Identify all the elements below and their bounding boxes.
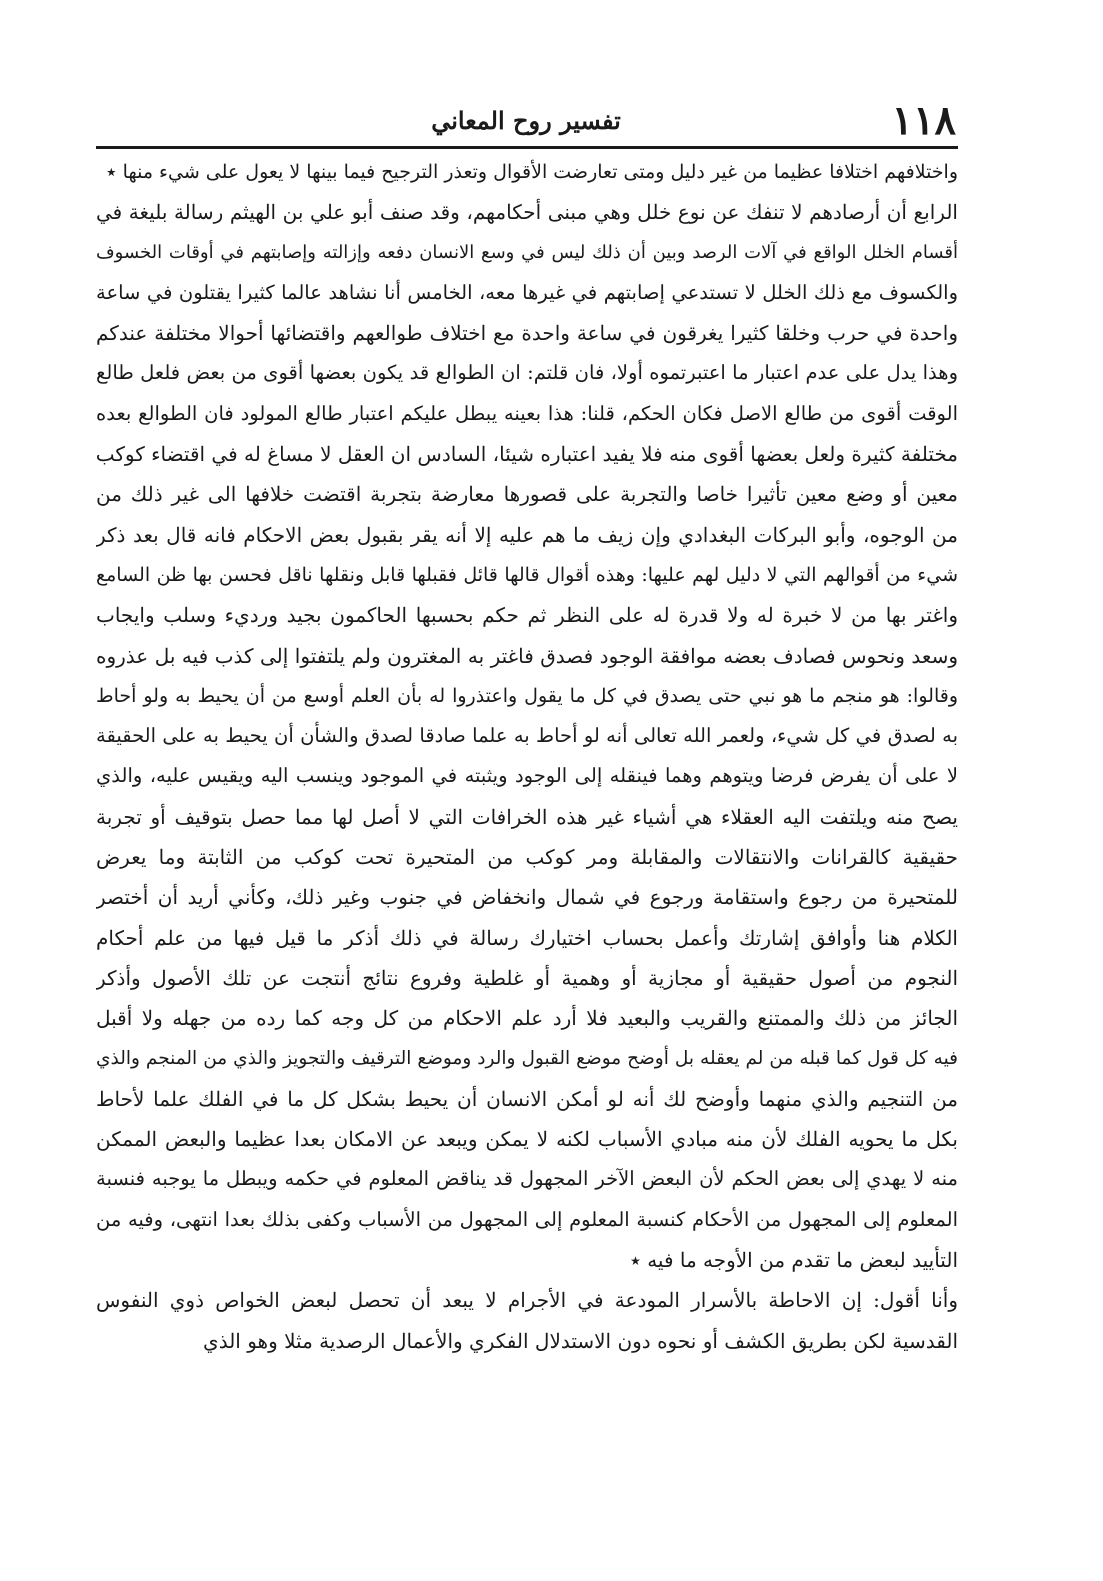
text-line: واحدة في حرب وخلقا كثيرا يغرقون في ساعة واحدة مع اختلاف طوالعهم واقتضائها أحوالا مختلفة عندكم: [96, 321, 958, 346]
paragraph: [96, 152, 958, 192]
text-line: وسعد ونحوس فصادف بعضه موافقة الوجود فصدق فاغتر به المغترون ولم يلتفتوا إلى كذب فيه بل عذروه: [96, 643, 958, 668]
text-line: لا على أن يفرض فرضا ويتوهم وهما فينقله إلى الوجود ويثبته في الموجود وينسب اليه ويقيس عليه، والذي: [96, 764, 958, 788]
paragraph: [96, 1280, 958, 1361]
text-line: الجائز من ذلك والممتنع والقريب والبعيد فلا أرد علم الاحكام من كل وجه كما رده من جهله ولا أقبل: [96, 1006, 958, 1031]
text-line: للمتحيرة من رجوع واستقامة ورجوع في شمال وانخفاض في جنوب وغير ذلك، وكأني أريد أن أختصر: [96, 885, 958, 910]
text-line: واغتر بها من لا خبرة له ولا قدرة له على النظر ثم حكم بحسبها الحاكمون بجيد ورديء وسلب وايجاب: [96, 603, 958, 628]
text-line: المعلوم إلى المجهول من الأحكام كنسبة المعلوم إلى المجهول من الأسباب وكفى بذلك بعدا انتهى، وفيه من: [96, 1207, 958, 1231]
text-line: به لصدق في كل شيء، ولعمر الله تعالى أنه لو أحاط به علما صادقا لصدق والشأن أن يحيط به على الحقيقة: [96, 724, 958, 748]
text-line: فيه كل قول كما قبله من لم يعقله بل أوضح موضع القبول والرد وموضع الترقيف والتجويز والذي من المنجم والذي: [96, 1047, 958, 1069]
text-line: معين أو وضع معين تأثيرا خاصا والتجربة على قصورها معارضة بتجربة اقتضت خلافها الى غير ذلك من: [96, 482, 958, 507]
text-line: الوقت أقوى من طالع الاصل فكان الحكم، قلنا: هذا بعينه يبطل عليكم اعتبار طالع المولود فان الطوالع بعده: [96, 401, 958, 425]
text-line: وهذا يدل على عدم اعتبار ما اعتبرتموه أولا، فان قلتم: ان الطوالع قد يكون بعضها أقوى من بعض فلعل طالع: [96, 361, 958, 385]
text-line: النجوم من أصول حقيقية أو مجازية أو وهمية أو غلطية وفروع نتائج أنتجت عن تلك الأصول وأذكر: [96, 965, 958, 990]
paragraph: [96, 192, 958, 1280]
text-line: منه لا يهدي إلى بعض الحكم لأن البعض الآخر المجهول قد يناقض المعلوم في حكمه ويبطل ما يوجبه فنسبة: [96, 1167, 958, 1191]
text-line: حقيقية كالقرانات والانتقالات والمقابلة ومر كوكب من المتحيرة تحت كوكب من الثابتة وما يعرض: [96, 845, 958, 870]
text-line: بكل ما يحويه الفلك لأن منه مبادي الأسباب لكنه لا يمكن ويبعد عن الامكان بعدا عظيما والبعض الممكن: [96, 1127, 958, 1152]
text-line: من التنجيم والذي منهما وأوضح لك أنه لو أمكن الانسان أن يحيط بشكل كل ما في الفلك علما لأحاط: [96, 1086, 958, 1111]
text-line: أقسام الخلل الواقع في آلات الرصد وبين أن ذلك ليس في وسع الانسان دفعه وإزالته وإصابتهم في أوقات الخسوف: [96, 241, 958, 263]
text-line: شيء من أقوالهم التي لا دليل لهم عليها: وهذه أقوال قالها قائل فقبلها قابل ونقلها ناقل فحسن بها ظن السامع: [96, 563, 958, 586]
text-line: التأييد لبعض ما تقدم من الأوجه ما فيه ٭: [629, 1248, 958, 1273]
body-text: [96, 152, 958, 1361]
text-line: والكسوف مع ذلك الخلل لا تستدعي إصابتهم في غيرها معه، الخامس أنا نشاهد عالما كثيرا يقتلون في ساعة: [96, 280, 958, 304]
running-title: تفسير روح المعاني: [431, 106, 621, 135]
text-line: يصح منه ويلتفت اليه العقلاء هي أشياء غير هذه الخرافات التي لا أصل لها مما حصل بتوقيف أو تجربة: [96, 804, 958, 829]
page-number: ١١٨: [891, 97, 956, 144]
text-line: من الوجوه، وأبو البركات البغدادي وإن زيف ما هم عليه إلا أنه يقر بقبول بعض الاحكام فانه قال بعد ذكر: [96, 522, 958, 547]
text-line: القدسية لكن بطريق الكشف أو نحوه دون الاستدلال الفكري والأعمال الرصدية مثلا وهو الذي: [203, 1328, 958, 1353]
header-rule: [96, 146, 958, 149]
text-line: وقالوا: هو منجم ما هو نبي حتى يصدق في كل ما يقول واعتذروا له بأن العلم أوسع من أن يحيط به ولو أحاط: [96, 684, 958, 707]
text-line: الرابع أن أرصادهم لا تنفك عن نوع خلل وهي مبنى أحكامهم، وقد صنف أبو علي بن الهيثم رسالة بليغة في: [96, 200, 958, 225]
page-header: [96, 96, 956, 146]
text-line: واختلافهم اختلافا عظيما من غير دليل ومتى تعارضت الأقوال وتعذر الترجيح فيما بينها لا يعول على شيء منها ٭: [106, 161, 958, 183]
text-line: وأنا أقول: إن الاحاطة بالأسرار المودعة في الأجرام لا يبعد أن تحصل لبعض الخواص ذوي النفوس: [96, 1288, 958, 1313]
text-line: الكلام هنا وأوافق إشارتك وأعمل بحساب اختيارك رسالة في ذلك أذكر ما قيل فيها من علم أحكام: [96, 925, 958, 950]
text-line: مختلفة كثيرة ولعل بعضها أقوى منه فلا يفيد اعتباره شيئا، السادس ان العقل لا مساغ له في اقتضاء كوكب: [96, 442, 958, 467]
